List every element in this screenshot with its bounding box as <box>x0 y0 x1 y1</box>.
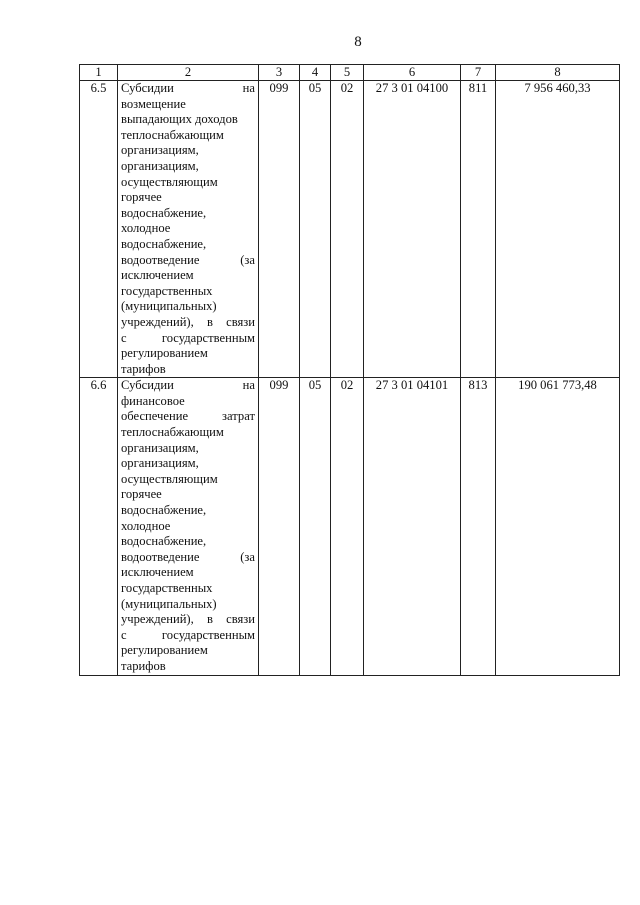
description-line: осуществляющим <box>121 471 218 486</box>
description-line: с государственным <box>121 627 255 642</box>
description-line: водоснабжение, <box>121 503 207 518</box>
description-line: Субсидии на <box>121 81 255 95</box>
row-col-6: 27 3 01 04100 <box>364 81 461 378</box>
row-number: 6.5 <box>80 81 118 378</box>
description-line: организациям, <box>121 143 199 158</box>
description-line: тарифов <box>121 658 166 673</box>
description-line: организациям, <box>121 440 199 455</box>
description-line: регулированием <box>121 346 208 361</box>
description-line: исключением <box>121 268 194 283</box>
description-line: учреждений), в связи <box>121 314 255 329</box>
table-row <box>80 81 620 378</box>
table-header-row <box>80 65 620 81</box>
row-col-5: 02 <box>331 81 364 378</box>
header-col-6: 6 <box>364 65 461 81</box>
row-col-3: 099 <box>259 81 300 378</box>
description-line: организациям, <box>121 158 199 173</box>
description-line: регулированием <box>121 643 208 658</box>
row-description <box>118 378 259 675</box>
description-line: обеспечение затрат <box>121 409 255 424</box>
header-col-4: 4 <box>300 65 331 81</box>
description-line: водоснабжение, <box>121 205 207 220</box>
row-col-5: 02 <box>331 378 364 675</box>
row-col-4: 05 <box>300 378 331 675</box>
row-col-3: 099 <box>259 378 300 675</box>
description-line: теплоснабжающим <box>121 425 224 440</box>
page-number: 8 <box>354 34 362 50</box>
description-line: холодное <box>121 221 171 236</box>
description-line: горячее <box>121 190 162 205</box>
description-line: горячее <box>121 487 162 502</box>
description-line: государственных <box>121 581 213 595</box>
budget-table-container <box>79 64 620 676</box>
description-line: тарифов <box>121 361 166 376</box>
description-line: теплоснабжающим <box>121 127 224 142</box>
description-line: с государственным <box>121 330 255 345</box>
budget-table <box>79 64 620 676</box>
description-line: учреждений), в связи <box>121 612 255 627</box>
description-line: (муниципальных) <box>121 299 217 314</box>
row-col-7: 811 <box>461 81 496 378</box>
row-col-8: 190 061 773,48 <box>496 378 620 675</box>
description-line: водоотведение (за <box>121 549 255 564</box>
description-line: возмещение <box>121 96 186 111</box>
description-line: водоснабжение, <box>121 534 207 549</box>
description-line: государственных <box>121 283 213 298</box>
description-line: холодное <box>121 518 171 533</box>
description-line: (муниципальных) <box>121 596 217 611</box>
row-col-6: 27 3 01 04101 <box>364 378 461 675</box>
description-line: водоотведение (за <box>121 252 255 267</box>
header-col-5: 5 <box>331 65 364 81</box>
header-col-3: 3 <box>259 65 300 81</box>
description-line: организациям, <box>121 456 199 471</box>
header-col-2: 2 <box>118 65 259 81</box>
description-line: финансовое <box>121 393 185 408</box>
row-col-4: 05 <box>300 81 331 378</box>
description-line: выпадающих доходов <box>121 112 238 127</box>
row-description <box>118 81 259 378</box>
row-number: 6.6 <box>80 378 118 675</box>
description-line: осуществляющим <box>121 174 218 189</box>
row-col-8: 7 956 460,33 <box>496 81 620 378</box>
table-row <box>80 378 620 675</box>
header-col-7: 7 <box>461 65 496 81</box>
description-line: водоснабжение, <box>121 236 207 251</box>
row-col-7: 813 <box>461 378 496 675</box>
header-col-8: 8 <box>496 65 620 81</box>
description-line: Субсидии на <box>121 378 255 393</box>
description-line: исключением <box>121 565 194 580</box>
header-col-1: 1 <box>80 65 118 81</box>
